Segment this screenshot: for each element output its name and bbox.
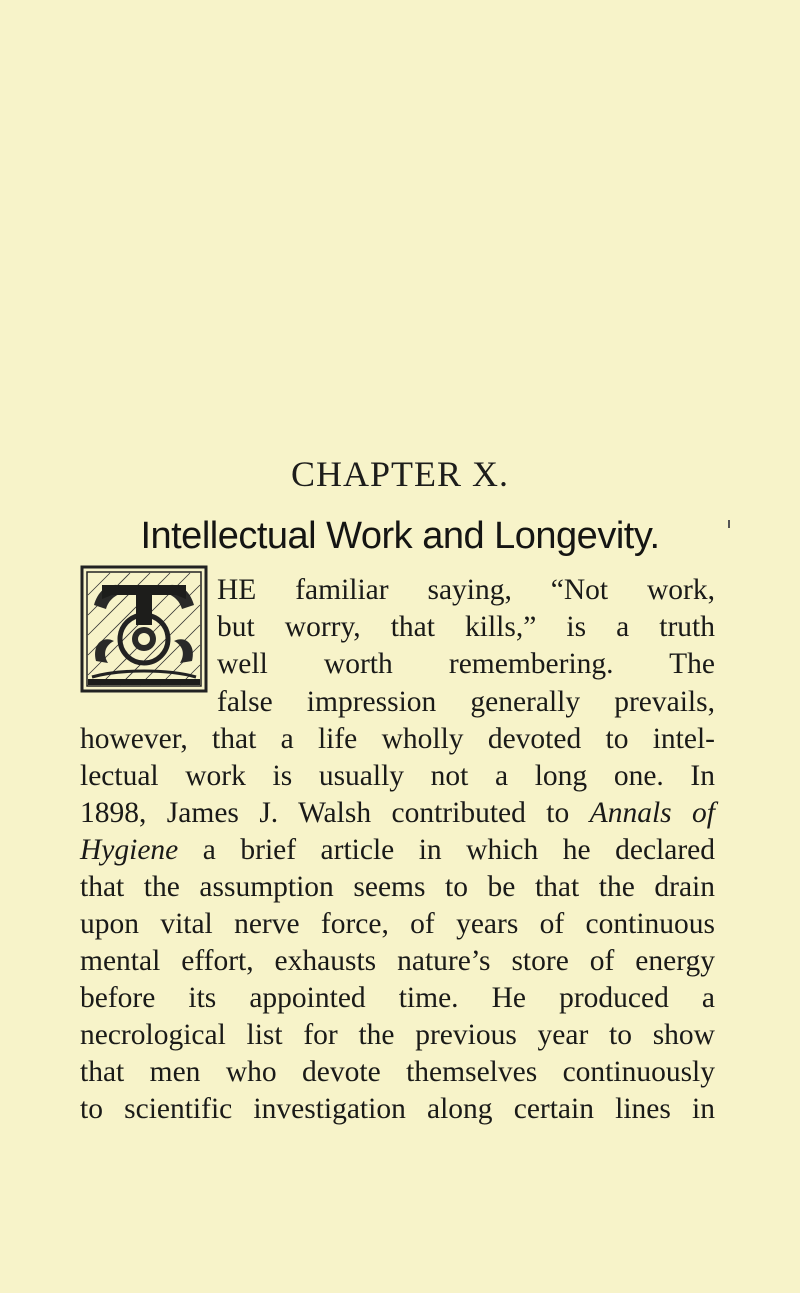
text-line-11: mental effort, exhausts nature’s store of energy — [80, 945, 715, 977]
text-line-2: but worry, that kills,” is a truth — [217, 611, 715, 643]
text-line-4: false impression generally prevails, — [217, 686, 715, 718]
text-line-7-roman: 1898, James J. Walsh contributed to — [80, 797, 590, 829]
text-line-7 — [80, 797, 715, 830]
text-line-8-roman: a brief article in which he declared — [178, 834, 715, 866]
ornamental-dropcap-t — [80, 565, 208, 693]
text-line-15: to scientific investigation along certain lines in — [80, 1093, 715, 1125]
ink-speck — [728, 520, 730, 528]
text-line-12: before its appointed time. He produced a — [80, 982, 715, 1014]
text-line-14: that men who devote themselves continuously — [80, 1056, 715, 1088]
text-line-5: however, that a life wholly devoted to intel- — [80, 723, 715, 755]
text-line-13: necrological list for the previous year to show — [80, 1019, 715, 1051]
journal-title-part2: Hygiene — [80, 834, 179, 866]
text-line-1: HE familiar saying, “Not work, — [217, 574, 715, 606]
text-line-3: well worth remembering. The — [217, 648, 715, 680]
chapter-title: Intellectual Work and Longevity. — [140, 515, 660, 557]
text-line-6: lectual work is usually not a long one. In — [80, 760, 715, 792]
journal-title-part1: Annals of — [589, 797, 715, 829]
text-line-8 — [80, 834, 715, 867]
chapter-heading: CHAPTER X. — [290, 454, 510, 494]
text-line-10: upon vital nerve force, of years of continuous — [80, 908, 715, 940]
text-line-9: that the assumption seems to be that the drain — [80, 871, 715, 903]
